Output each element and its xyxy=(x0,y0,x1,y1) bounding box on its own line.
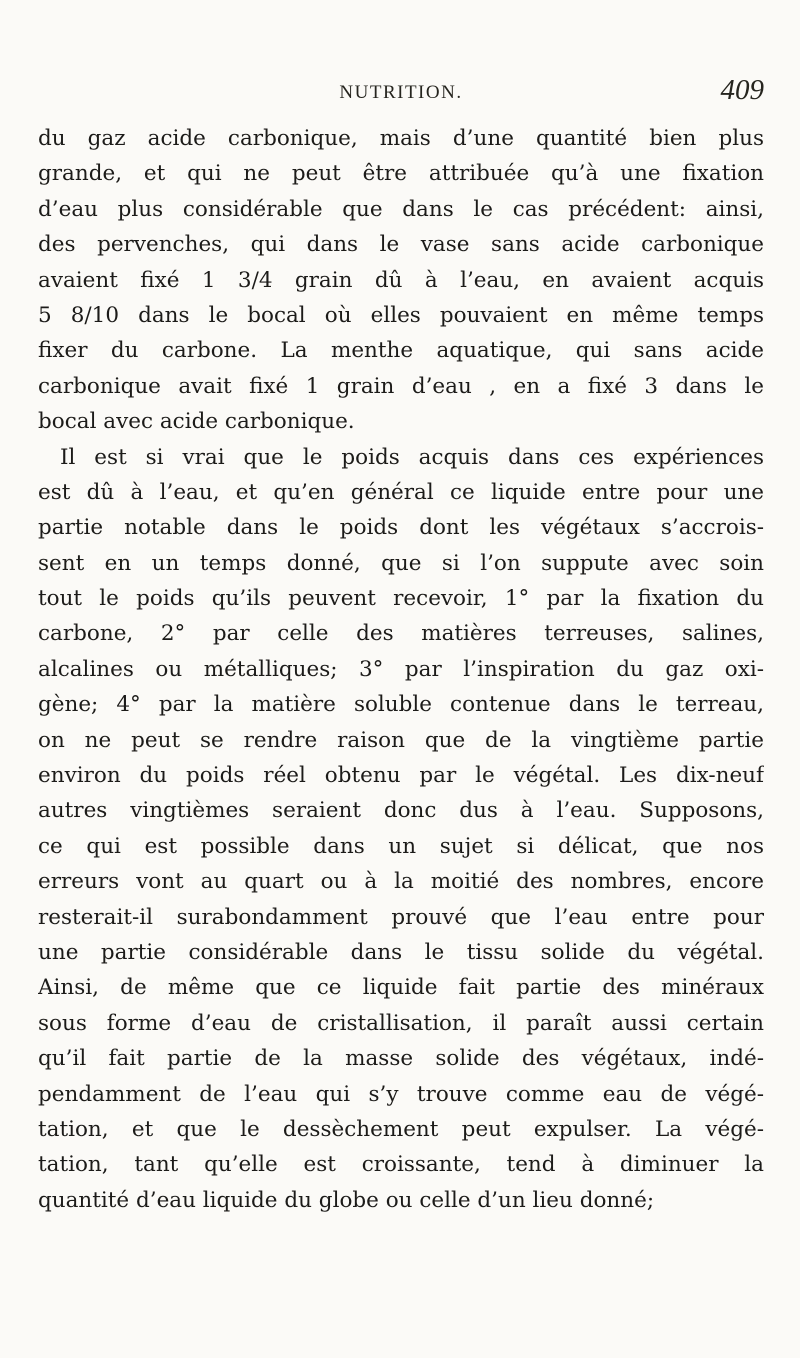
text-line: environ du poids réel obtenu par le végétal. Les dix-neuf xyxy=(38,763,764,789)
text-line: resterait-il surabondamment prouvé que l’eau entre pour xyxy=(38,904,764,930)
text-line: fixer du carbone. La menthe aquatique, qui sans acide xyxy=(38,338,764,364)
text-line: grande, et qui ne peut être attribuée qu’à une fixation xyxy=(38,161,764,187)
page-number: 409 xyxy=(720,74,764,106)
text-line: qu’il fait partie de la masse solide des végétaux, indé- xyxy=(38,1046,764,1072)
text-line: tation, tant qu’elle est croissante, tend à diminuer la xyxy=(38,1152,764,1178)
text-line: des pervenches, qui dans le vase sans acide carbonique xyxy=(38,232,764,258)
paragraph-first-line: Il est si vrai que le poids acquis dans ces expériences xyxy=(60,444,764,470)
text-line: 5 8/10 dans le bocal où elles pouvaient en même temps xyxy=(38,302,764,328)
text-line: sent en un temps donné, que si l’on suppute avec soin xyxy=(38,550,764,576)
text-line: autres vingtièmes seraient donc dus à l’eau. Supposons, xyxy=(38,798,764,824)
text-line: quantité d’eau liquide du globe ou celle d’un lieu donné; xyxy=(38,1187,655,1213)
text-line: d’eau plus considérable que dans le cas précédent: ainsi, xyxy=(38,196,764,222)
text-line: carbonique avait fixé 1 grain d’eau , en a fixé 3 dans le xyxy=(38,373,764,399)
text-line: carbone, 2° par celle des matières terreuses, salines, xyxy=(38,621,764,647)
text-line: erreurs vont au quart ou à la moitié des nombres, encore xyxy=(38,869,764,895)
body-text xyxy=(38,121,764,1218)
text-line: avaient fixé 1 3/4 grain dû à l’eau, en avaient acquis xyxy=(38,267,764,293)
text-line: partie notable dans le poids dont les végétaux s’accrois- xyxy=(38,515,764,541)
text-line: tout le poids qu’ils peuvent recevoir, 1° par la fixation du xyxy=(38,586,764,612)
text-line: gène; 4° par la matière soluble contenue dans le terreau, xyxy=(38,692,764,718)
text-line: on ne peut se rendre raison que de la vingtième partie xyxy=(38,727,764,753)
running-title: NUTRITION. xyxy=(339,82,463,103)
paragraph-end-line: bocal avec acide carbonique. xyxy=(38,409,355,435)
text-line: est dû à l’eau, et qu’en général ce liquide entre pour une xyxy=(38,479,764,505)
text-line: ce qui est possible dans un sujet si délicat, que nos xyxy=(38,833,764,859)
text-line: pendamment de l’eau qui s’y trouve comme eau de végé- xyxy=(38,1081,764,1107)
text-line: tation, et que le dessèchement peut expulser. La végé- xyxy=(38,1116,764,1142)
text-line: alcalines ou métalliques; 3° par l’inspiration du gaz oxi- xyxy=(38,656,764,682)
text-line: Ainsi, de même que ce liquide fait partie des minéraux xyxy=(38,975,764,1001)
text-line: du gaz acide carbonique, mais d’une quantité bien plus xyxy=(38,126,764,151)
text-line: sous forme d’eau de cristallisation, il paraît aussi certain xyxy=(38,1010,764,1036)
text-line: une partie considérable dans le tissu solide du végétal. xyxy=(38,939,764,965)
page-header xyxy=(38,72,764,112)
